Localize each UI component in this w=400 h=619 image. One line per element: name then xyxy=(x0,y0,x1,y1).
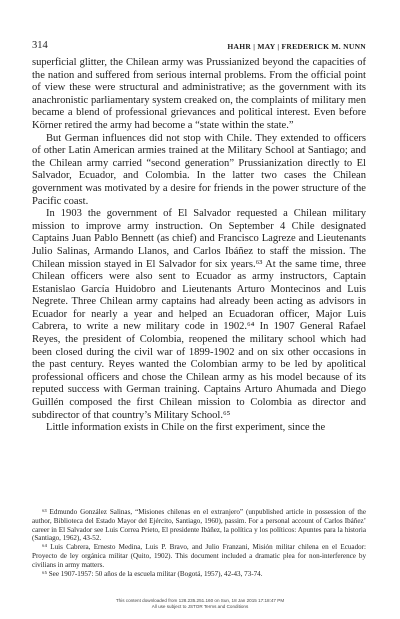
page-header xyxy=(32,40,366,52)
footnotes xyxy=(32,508,366,578)
article-body xyxy=(32,57,366,435)
running-head: HAHR | MAY | FREDERICK M. NUNN xyxy=(227,42,366,51)
footnote-64: ⁶⁴ Luis Cabrera, Ernesto Medina, Luis P. Bravo, and Julio Franzani, Misión militar chilena en el Ecuador: Proyecto de ley orgánica militar (Quito, 1902). This document included a dramatic plea for non-interference by civilians in army matters. xyxy=(32,543,366,569)
paragraph-continued: superficial glitter, the Chilean army was Prussianized beyond the capacities of the nation and suffered from serious internal problems. From the official point of view these were structural and administrative; as the government with its anachronistic parliamentary system creaked on, the complaints of military men became a blend of professional grievances and political interest. Even before Körner retired the army had become a “state within the state.” xyxy=(32,57,366,131)
jstor-footer xyxy=(0,598,400,610)
paragraph-missions-1903: In 1903 the government of El Salvador requested a Chilean military mission to improve army instruction. On September 4 Chile designated Captains Juan Pablo Bennett (as chief) and Francisco Lagreze and Lieutenants Julio Salinas, Armando Llanos, and Carlos Ibáñez to staff the mission. The Chilean mission stayed in El Salvador for six years.⁶³ At the same time, three Chilean officers were also sent to Ecuador as army instructors, Captain Estanislao García Huidobro and Lieutenants Arturo Montecinos and Luis Negrete. Three Chilean army captains had already been acting as advisors in Ecuador for nearly a year and helped an Ecuadoran officer, Major Luis Cabrera, to write a new military code in 1902.⁶⁴ In 1907 General Rafael Reyes, the president of Colombia, reopened the military school which had been closed during the civil war of 1899-1902 and on six other occasions in the past century. Reyes wanted the Colombian army to be led by apolitical professional officers and chose the Chilean army as his model because of its reputed success with German training. Captains Arturo Ahumada and Diego Guillén composed the first Chilean mission to Colombia as director and subdirector of that country’s Military School.⁶⁵ xyxy=(32,208,366,421)
paragraph-little-information: Little information exists in Chile on the first experiment, since the xyxy=(46,422,326,434)
footnote-63: ⁶³ Edmundo González Salinas, “Misiones chilenas en el extranjero” (unpublished article in possession of the author, Biblioteca del Estado Mayor del Ejército, Santiago, 1960), passim. For a personal account of Carlos Ibáñez’ career in El Salvador see Luis Correa Prieto, El presidente Ibáñez, la política y los políticos: Apuntes para la historia (Santiago, 1962), 43-52. xyxy=(32,508,366,543)
terms-link[interactable]: All use subject to JSTOR Terms and Conditions xyxy=(151,604,249,609)
paragraph-german-influences: But German influences did not stop with Chile. They extended to officers of other Latin American armies trained at the Military School at Santiago; and the Chilean army carried “second generation” Prussianization directly to El Salvador, Ecuador, and Colombia. In the latter two cases the Chilean government was motivated by a desire for friends in the power structure of the Pacific coast. xyxy=(32,132,366,207)
footnote-65: ⁶⁵ See 1907-1957: 50 años de la escuela militar (Bogotá, 1957), 42-43, 73-74. xyxy=(42,569,263,578)
page-number: 314 xyxy=(32,40,48,51)
download-notice: This content downloaded from 128.235.251.160 on Sun, 18 Jan 2015 17:18:47 PM xyxy=(115,598,285,603)
